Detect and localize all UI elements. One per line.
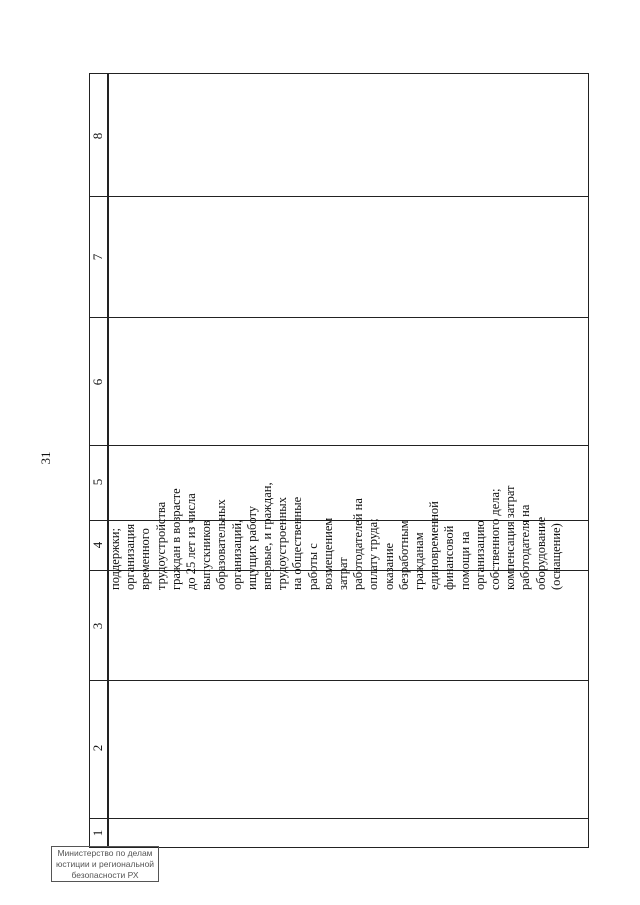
column-7-line: работодателя на bbox=[518, 504, 533, 590]
table-top-border bbox=[89, 73, 589, 74]
column-number: 3 bbox=[90, 622, 105, 630]
col7-top-rule bbox=[89, 196, 589, 197]
column-7-line: поддержки; bbox=[108, 528, 122, 590]
column-7-line: единовременной bbox=[427, 501, 442, 590]
column-7-line: безработным bbox=[396, 520, 411, 590]
column-7-cell bbox=[108, 318, 563, 590]
column-7-line: работодателей на bbox=[351, 498, 366, 590]
column-7-line: организация bbox=[123, 523, 138, 590]
stamp-line: Министерство по делам bbox=[57, 848, 153, 858]
column-number: 2 bbox=[90, 744, 105, 752]
column-7-text bbox=[108, 318, 563, 590]
column-7-line: помощи на bbox=[457, 531, 472, 590]
page-number: 31 bbox=[38, 451, 53, 465]
column-7-line: оборудование bbox=[533, 516, 548, 590]
ministry-stamp bbox=[51, 846, 159, 882]
column-7-line: оказание bbox=[381, 542, 396, 590]
column-7-line: временного bbox=[138, 528, 153, 590]
row-divider-bottom bbox=[89, 818, 589, 819]
stamp-line: безопасности РХ bbox=[71, 870, 139, 880]
column-7-line: работы с bbox=[305, 543, 320, 590]
column-7-line: компенсация затрат bbox=[503, 485, 518, 590]
column-number: 8 bbox=[90, 132, 105, 140]
column-7-line: выпускников bbox=[199, 520, 214, 590]
column-7-line: финансовой bbox=[442, 525, 457, 590]
column-7-line: ищущих работу bbox=[244, 505, 259, 590]
column-7-line: организацию bbox=[472, 520, 487, 590]
column-number: 6 bbox=[90, 378, 105, 386]
column-7-line: трудоустройства bbox=[153, 501, 168, 590]
column-7-line: (оснащение) bbox=[548, 523, 563, 590]
column-7-line: гражданам bbox=[412, 532, 427, 590]
stamp-line: юстиции и региональной bbox=[55, 859, 155, 869]
column-7-line: образовательных bbox=[214, 499, 229, 590]
column-number: 5 bbox=[90, 478, 105, 486]
column-7-line: собственного дела; bbox=[488, 488, 503, 590]
column-7-line: впервые, и граждан, bbox=[260, 482, 275, 590]
column-7-line: на общественные bbox=[290, 496, 305, 590]
column-7-line: граждан в возрасте bbox=[168, 488, 183, 590]
column-7-line: возмещением bbox=[320, 517, 335, 590]
column-number: 4 bbox=[90, 541, 105, 549]
row-divider-3-2 bbox=[89, 680, 589, 681]
column-7-line: затрат bbox=[336, 557, 351, 590]
column-number: 7 bbox=[90, 253, 105, 261]
column-number: 1 bbox=[90, 829, 105, 837]
column-7-line: организаций, bbox=[229, 519, 244, 590]
column-7-line: оплату труда; bbox=[366, 518, 381, 590]
column-7-line: до 25 лет из числа bbox=[184, 493, 199, 590]
column-7-line: трудоустроенных bbox=[275, 497, 290, 590]
